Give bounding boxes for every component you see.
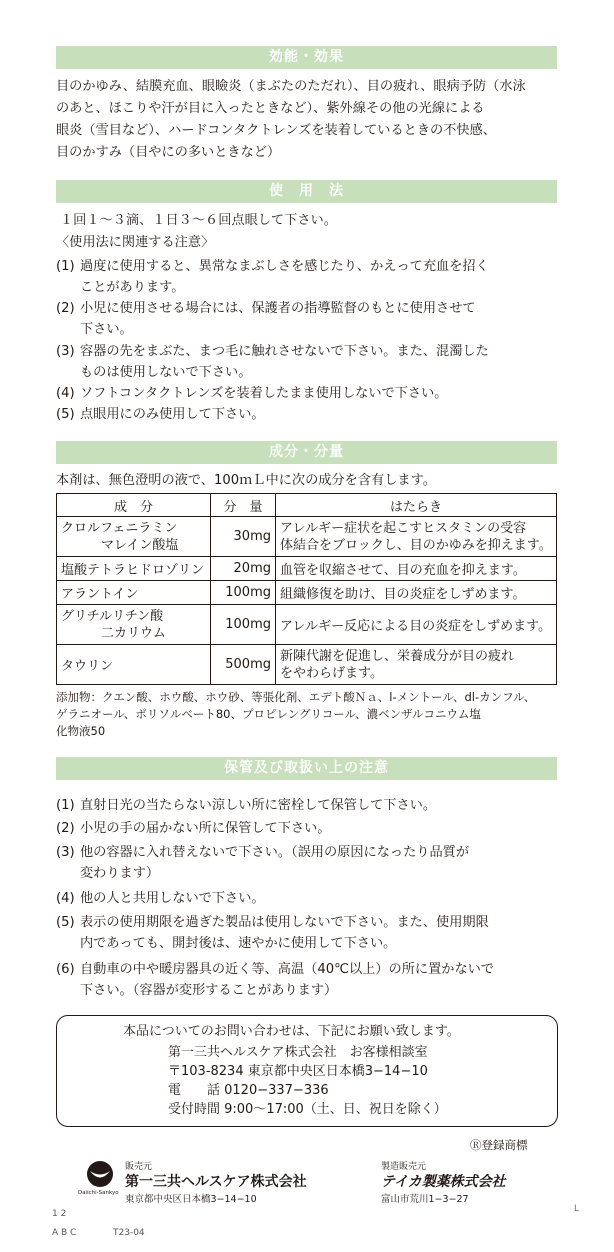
table-row: クロルフェニラミン マレイン酸塩 30mg アレルギー症状を起こすヒスタミンの受容 体結合をブロックし、目のかゆみを抑えます。 <box>57 517 557 557</box>
contact-intro: 本品についてのお問い合わせは、下記にお願い致します。 <box>123 1024 460 1039</box>
ingredients-table <box>56 493 557 685</box>
contact-hours: 受付時間 9:00〜17:00（土、日、祝日を除く） <box>168 1102 447 1117</box>
code-numbers: 1 2 <box>52 1209 67 1219</box>
table-row: グリチルリチン酸 二カリウム 100mg アレルギー反応による目の炎症をしずめます。 <box>57 605 557 645</box>
table-header-row <box>57 494 557 517</box>
maker-address: 富山市荒川1−3−27 <box>381 1194 469 1205</box>
code-letters: A B C <box>52 1228 77 1238</box>
maker-label: 製造販売元 <box>381 1162 427 1172</box>
table-row: 塩酸テトラヒドロゾリン 20mg 血管を収縮させて、目の充血を抑えます。 <box>57 557 557 581</box>
section-header-efficacy: 効能・効果 <box>56 46 557 69</box>
contact-box <box>56 1015 558 1127</box>
usage-notes-heading: 〈使用法に関連する注意〉 <box>56 235 215 250</box>
maker-name: テイカ製薬株式会社 <box>381 1174 506 1190</box>
contact-phone: 電 話 0120−337−336 <box>168 1083 329 1098</box>
daiichi-sankyo-logo-icon <box>86 1160 114 1188</box>
additives-text: 添加物：クエン酸、ホウ酸、ホウ砂、等張化剤、エデト酸Ｎａ、l-メントール、dl-カンフル、 ゲラニオール、ポリソルベート80、プロピレングリコール、濃ベンザルコニウム塩 化物液50 <box>56 690 536 738</box>
col-header-amount: 分 量 <box>211 494 276 517</box>
section-header-usage: 使 用 法 <box>56 180 557 203</box>
table-row: タウリン 500mg 新陳代謝を促進し、栄養成分が目の疲れ をやわらげます。 <box>57 645 557 685</box>
ingredients-intro: 本剤は、無色澄明の液で、100ｍＬ中に次の成分を含有します。 <box>56 473 436 488</box>
col-header-ingredient: 成 分 <box>57 494 211 517</box>
seller-label: 販売元 <box>125 1162 153 1172</box>
trademark-note: Ⓡ登録商標 <box>470 1138 528 1152</box>
section-header-storage: 保管及び取扱い上の注意 <box>56 757 557 780</box>
contact-company: 第一三共ヘルスケア株式会社 お客様相談室 <box>168 1045 428 1060</box>
contact-address: 〒103-8234 東京都中央区日本橋3−14−10 <box>168 1064 428 1079</box>
table-row: アラントイン 100mg 組織修復を助け、目の炎症をしずめます。 <box>57 581 557 605</box>
corner-mark: L <box>574 1204 580 1214</box>
seller-name: 第一三共ヘルスケア株式会社 <box>125 1174 307 1190</box>
seller-address: 東京都中央区日本橋3−14−10 <box>125 1194 257 1205</box>
col-header-function: はたらき <box>276 494 557 517</box>
seller-logo-text: Daiichi-Sankyo <box>78 1190 119 1196</box>
document-code: T23-04 <box>113 1228 145 1238</box>
usage-dose: １回１～３滴、１日３～６回点眼して下さい。 <box>60 213 337 228</box>
efficacy-text: 目のかゆみ、結膜充血、眼瞼炎（まぶたのただれ）、目の疲れ、眼病予防（水泳 のあと、ほこりや汗が目に入ったときなど）、紫外線その他の光線による 眼炎（雪目など）、ハードコンタクトレンズを装着しているときの不快感、 目のかすみ（目やにの多いときなど） <box>56 79 526 160</box>
section-header-ingredients: 成分・分量 <box>56 441 557 464</box>
